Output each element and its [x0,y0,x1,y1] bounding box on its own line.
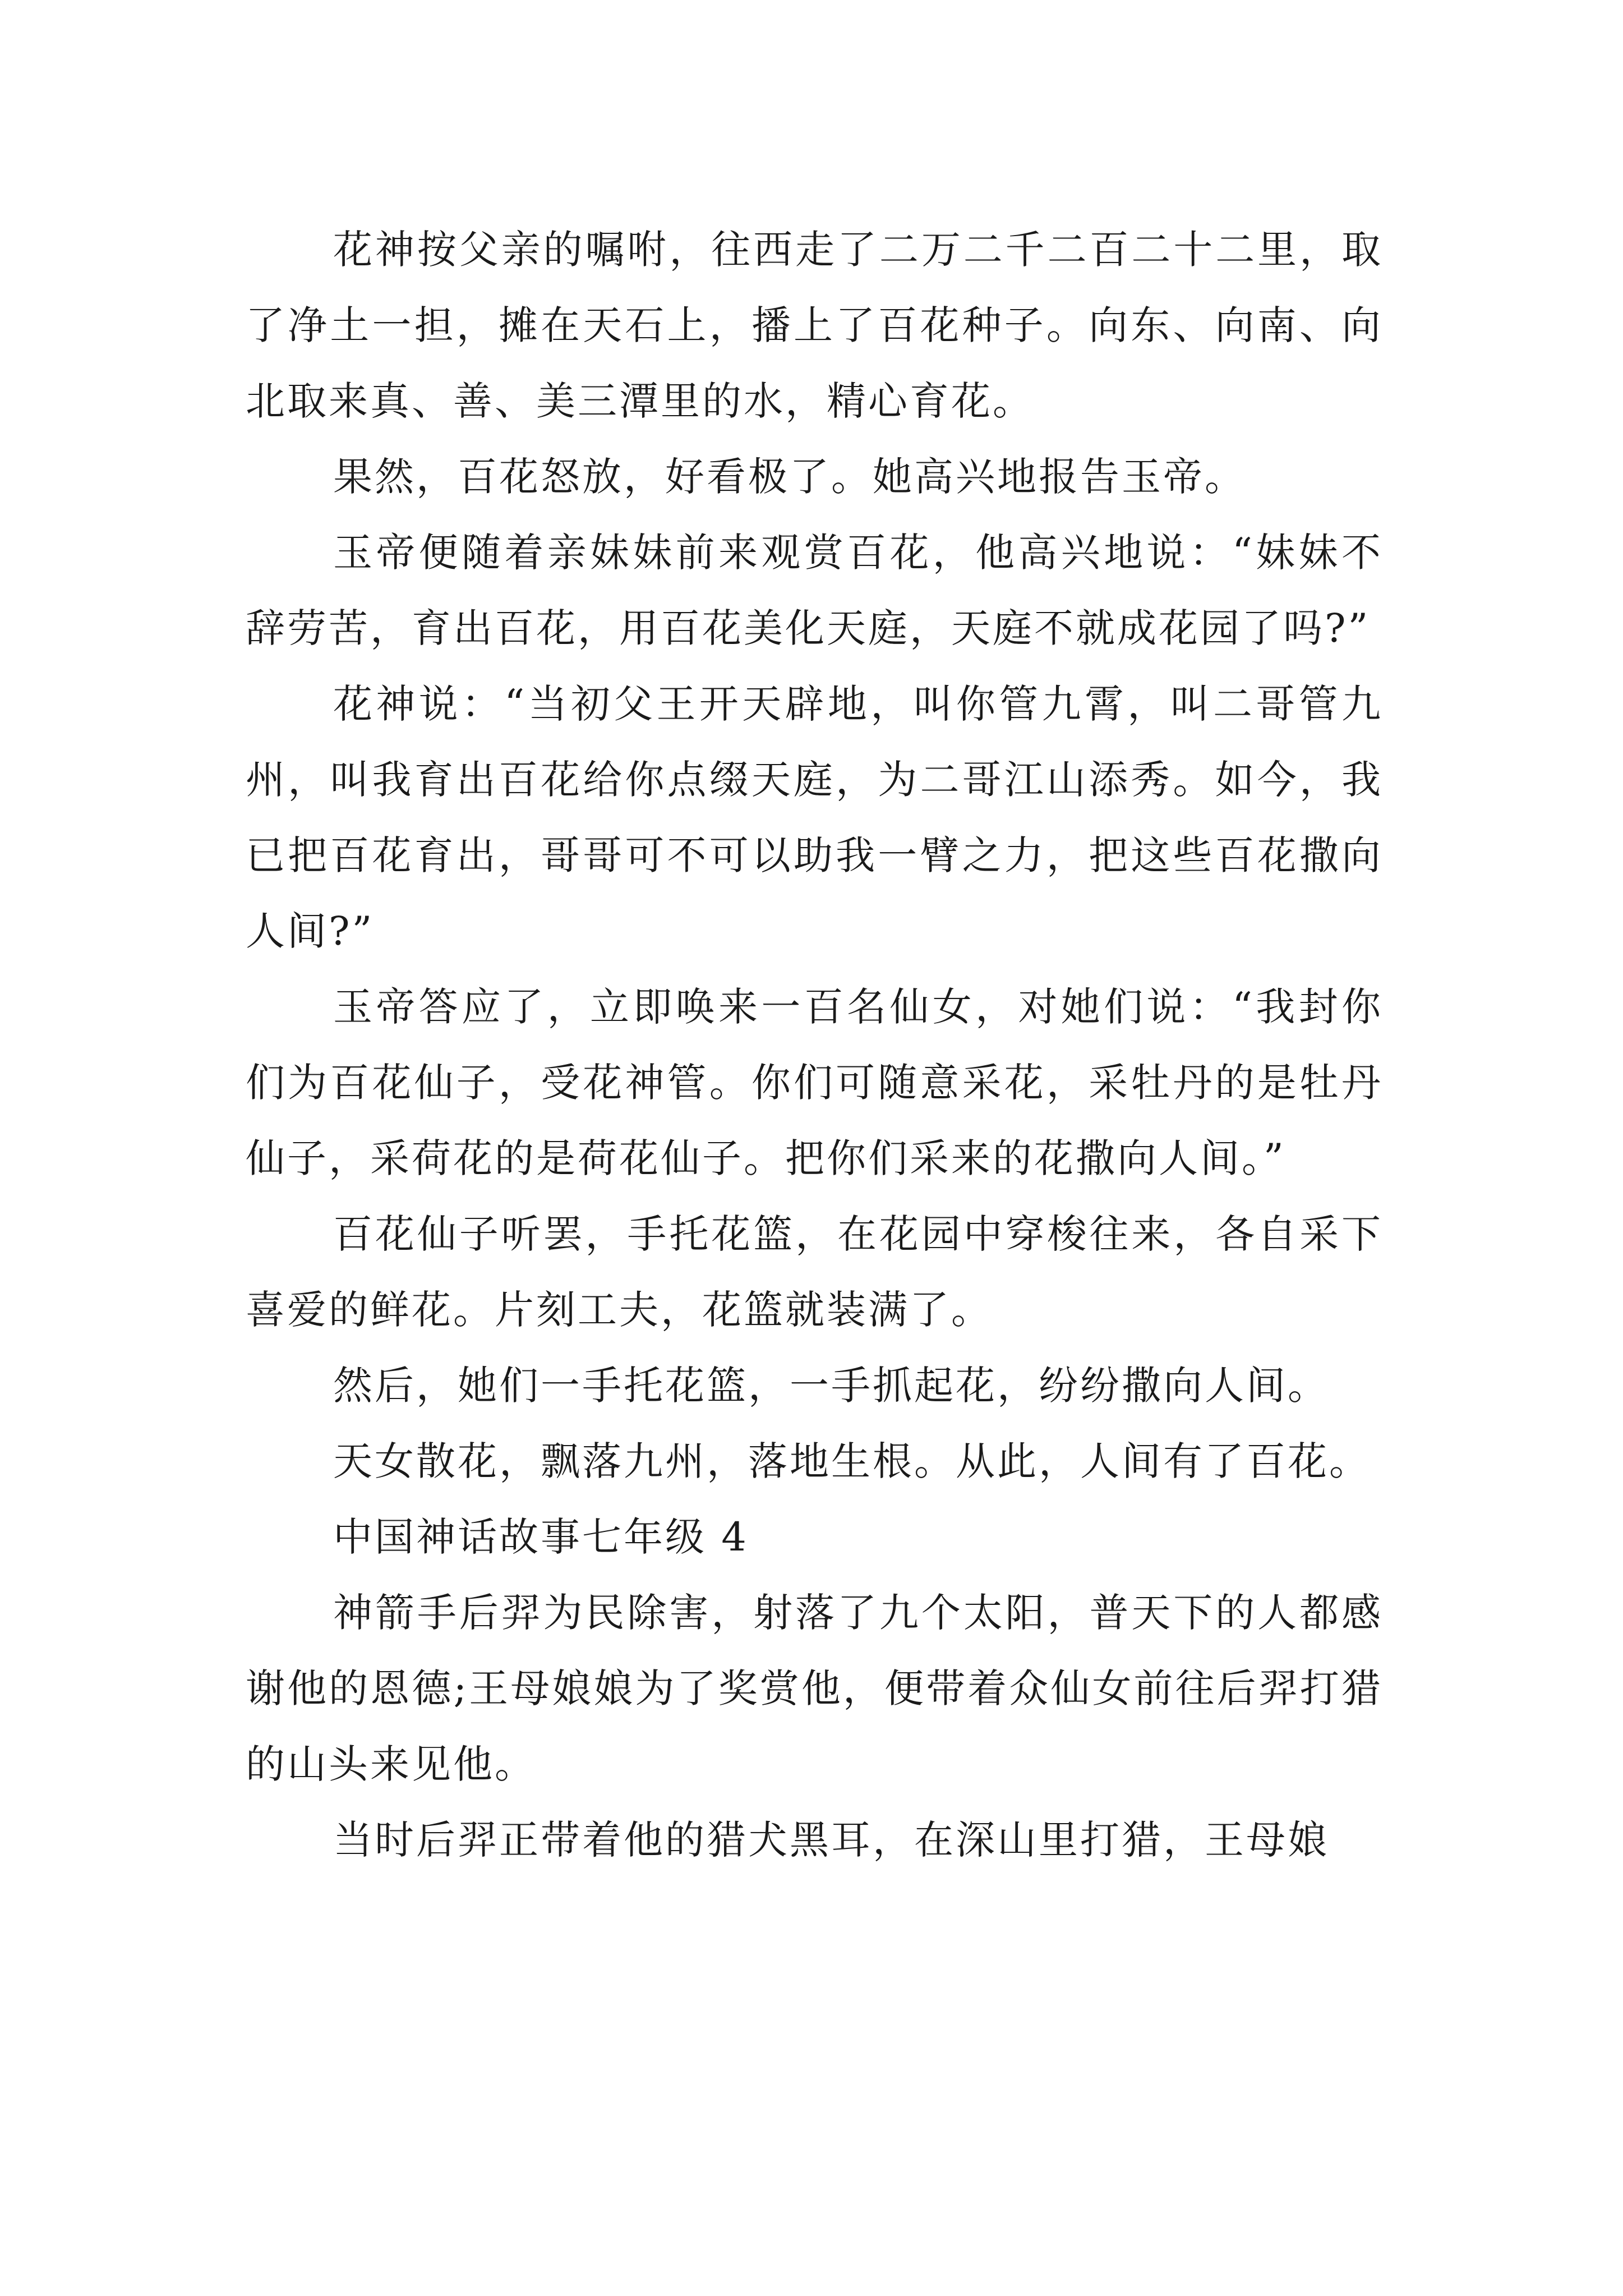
document-body [246,212,1383,1878]
paragraph: 果然，百花怒放，好看极了。她高兴地报告玉帝。 [333,454,1246,500]
paragraph: 花神按父亲的嘱咐，往西走了二万二千二百二十二里，取了净土一担，摊在天石上，播上了百花种子。向东、向南、向北取来真、善、美三潭里的水，精心育花。 [246,227,1383,424]
paragraph: 神箭手后羿为民除害，射落了九个太阳，普天下的人都感谢他的恩德;王母娘娘为了奖赏他，便带着众仙女前往后羿打猎的山头来见他。 [246,1590,1383,1787]
paragraph: 然后，她们一手托花篮，一手抓起花，纷纷撒向人间。 [333,1363,1329,1409]
paragraph: 玉帝答应了，立即唤来一百名仙女，对她们说：“我封你们为百花仙子，受花神管。你们可随意采花，采牡丹的是牡丹仙子，采荷花的是荷花仙子。把你们采来的花撒向人间。” [246,984,1383,1181]
paragraph: 百花仙子听罢，手托花篮，在花园中穿梭往来，各自采下喜爱的鲜花。片刻工夫，花篮就装满了。 [246,1211,1383,1333]
section-heading: 中国神话故事七年级 4 [333,1514,749,1560]
paragraph: 玉帝便随着亲妹妹前来观赏百花，他高兴地说：“妹妹不辞劳苦，育出百花，用百花美化天庭，天庭不就成花园了吗?” [246,530,1383,651]
paragraph: 花神说：“当初父王开天辟地，叫你管九霄，叫二哥管九州，叫我育出百花给你点缀天庭，为二哥江山添秀。如今，我已把百花育出，哥哥可不可以助我一臂之力，把这些百花撒向人间?” [246,681,1383,954]
paragraph: 当时后羿正带着他的猎犬黑耳，在深山里打猎，王母娘 [333,1817,1329,1863]
paragraph: 天女散花，飘落九州，落地生根。从此，人间有了百花。 [333,1438,1371,1484]
